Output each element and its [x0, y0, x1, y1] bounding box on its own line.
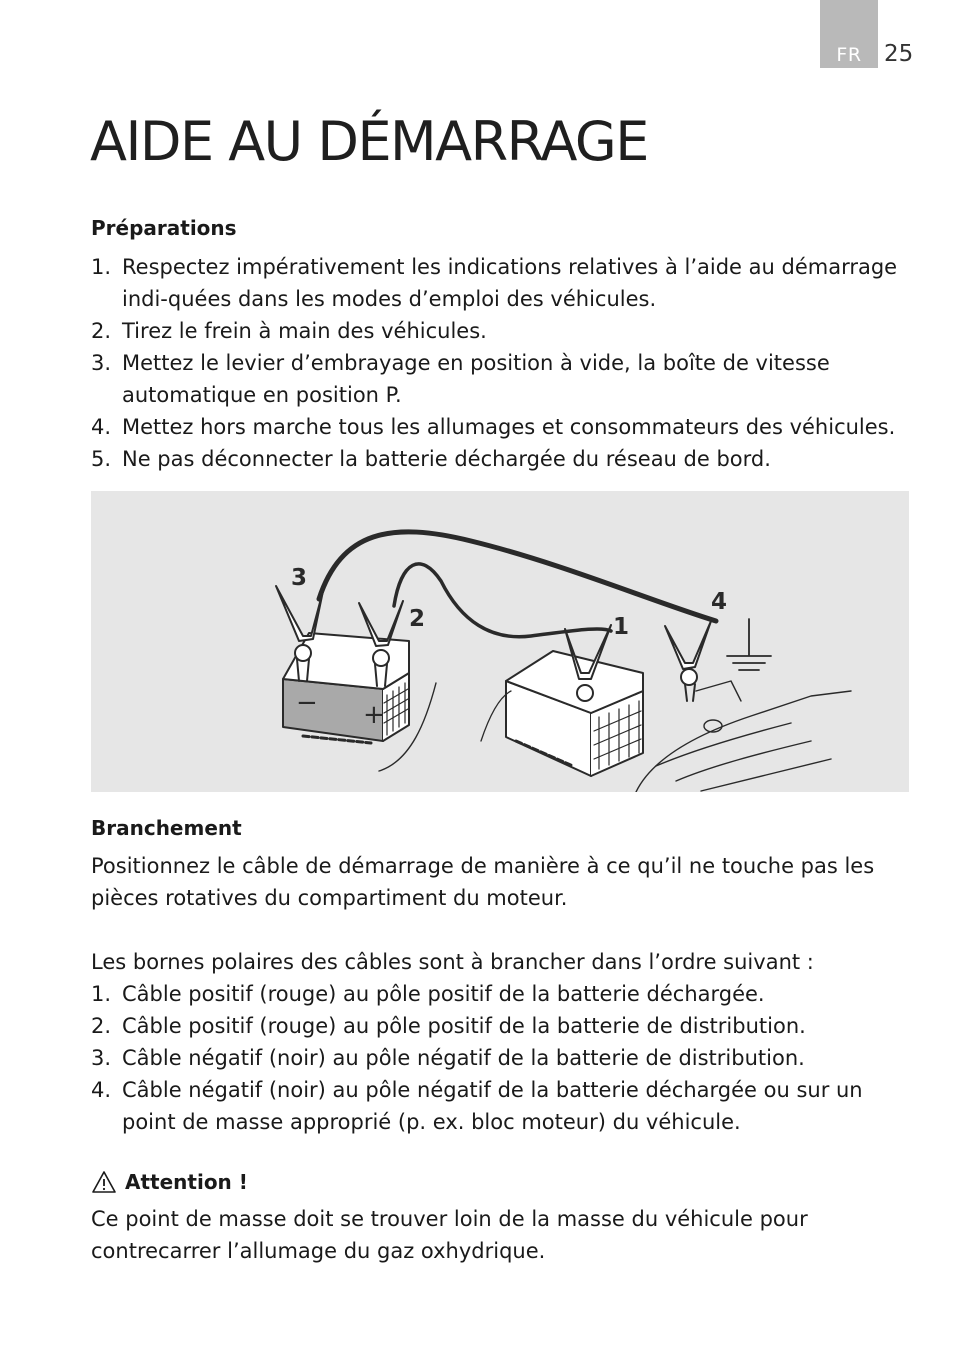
page-number: 25 [884, 41, 914, 67]
label-4: 4 [711, 589, 728, 615]
list-item [91, 347, 906, 411]
language-tab [820, 0, 878, 68]
list-text: Mettez le levier d’embrayage en position à vide, la boîte de vitesse automatique en position P. [122, 351, 830, 407]
list-item [91, 251, 906, 315]
warning-triangle-icon [91, 1170, 117, 1194]
list-item [91, 315, 906, 347]
list-number: 2. [91, 319, 112, 343]
plus-sign: + [363, 700, 385, 730]
label-3: 3 [290, 565, 307, 591]
jump-start-diagram [91, 491, 909, 792]
preparations-list [91, 251, 906, 475]
list-number: 4. [91, 1078, 112, 1102]
list-text: Câble négatif (noir) au pôle négatif de la batterie de distribution. [122, 1046, 805, 1070]
list-number: 1. [91, 255, 112, 279]
discharged-battery [481, 651, 643, 776]
list-text: Câble négatif (noir) au pôle négatif de la batterie déchargée ou sur un point de masse approprié (p. ex. bloc moteur) du véhicule. [122, 1078, 863, 1134]
preparations-heading: Préparations [91, 216, 237, 240]
attention-heading [91, 1170, 248, 1194]
language-label: FR [836, 44, 862, 66]
list-item [91, 1010, 906, 1042]
list-text: Câble positif (rouge) au pôle positif de la batterie de distribution. [122, 1014, 806, 1038]
attention-label: Attention ! [125, 1170, 248, 1194]
negative-cable [319, 532, 716, 621]
list-text: Tirez le frein à main des véhicules. [122, 319, 487, 343]
list-item [91, 443, 906, 475]
list-text: Câble positif (rouge) au pôle positif de la batterie déchargée. [122, 982, 765, 1006]
label-2: 2 [409, 606, 426, 632]
attention-text: Ce point de masse doit se trouver loin de la masse du véhicule pour contrecarrer l’allumage du gaz oxhydrique. [91, 1207, 808, 1263]
minus-sign: − [296, 688, 318, 718]
label-1: 1 [613, 614, 630, 640]
list-number: 4. [91, 415, 112, 439]
list-item [91, 1042, 906, 1074]
branchement-heading: Branchement [91, 816, 242, 840]
jump-start-illustration [91, 491, 909, 792]
list-number: 2. [91, 1014, 112, 1038]
page-title: AIDE AU DÉMARRAGE [90, 110, 648, 173]
list-text: Respectez impérativement les indications relatives à l’aide au démarrage indi-quées dans les modes d’emploi des véhicules. [122, 255, 898, 311]
branchement-paragraph: Positionnez le câble de démarrage de manière à ce qu’il ne touche pas les pièces rotatives du compartiment du moteur. [91, 854, 875, 910]
list-item [91, 1074, 906, 1138]
branchement-intro: Les bornes polaires des câbles sont à brancher dans l’ordre suivant : [91, 950, 814, 974]
list-number: 3. [91, 1046, 112, 1070]
list-number: 3. [91, 351, 112, 375]
list-text: Mettez hors marche tous les allumages et consommateurs des véhicules. [122, 415, 896, 439]
list-number: 1. [91, 982, 112, 1006]
list-text: Ne pas déconnecter la batterie déchargée du réseau de bord. [122, 447, 771, 471]
branchement-list [91, 978, 906, 1138]
list-item [91, 411, 906, 443]
list-number: 5. [91, 447, 112, 471]
engine-block [636, 681, 851, 792]
list-item [91, 978, 906, 1010]
ground-symbol [727, 619, 771, 670]
